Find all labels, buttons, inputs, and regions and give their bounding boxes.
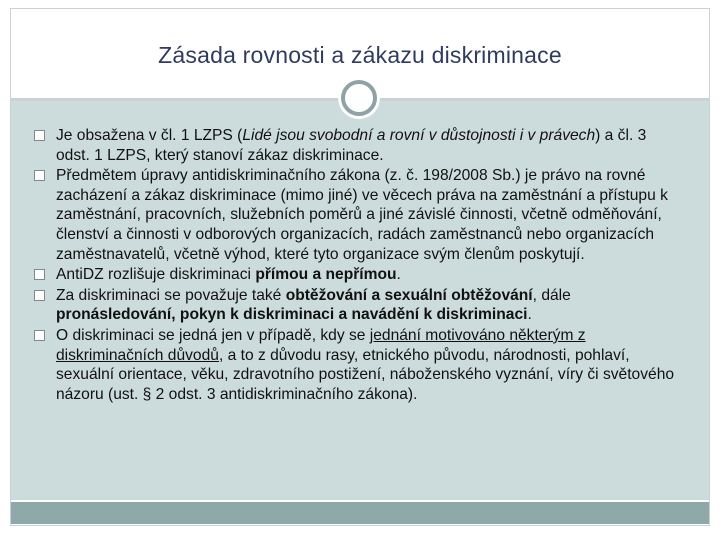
bullet-text: , a to z důvodu rasy, etnického původu, národnosti, pohlaví, sexuální orientace, věku, zdravotního postižení, náboženského vyznání, víry či světového názoru (ust. § 2 odst. 3 antidiskriminačního zákona).: [56, 346, 675, 403]
bullet-text: Je obsažena v čl. 1 LZPS (: [56, 127, 243, 144]
bullet-text-bold: obtěžování a sexuální obtěžování: [285, 286, 533, 304]
bullet-text: AntiDZ rozlišuje diskriminaci: [56, 266, 256, 284]
bullet-text: ) a čl. 3 odst. 1 LZPS, který stanoví zákaz diskriminace.: [56, 127, 647, 164]
bullet-text: .: [527, 306, 532, 324]
slide-title: Zásada rovnosti a zákazu diskriminace: [158, 42, 562, 68]
bullet-item: [34, 265, 684, 285]
bullet-text-italic: Lidé jsou svobodní a rovní v důstojnosti i v právech: [242, 127, 596, 144]
bullet-box-icon: [34, 269, 45, 280]
bullet-item: [34, 286, 684, 325]
bullet-text-bold: pronásledování, pokyn k diskriminaci a navádění k diskriminaci: [56, 306, 528, 324]
bullet-item: [34, 126, 684, 165]
bullet-box-icon: [34, 130, 45, 141]
bullet-box-icon: [34, 170, 45, 181]
bullet-text: , dále: [532, 286, 571, 304]
bullet-text: Předmětem úpravy antidiskriminačního zákona (z. č. 198/2008 Sb.) je právo na rovné zacházení a zákaz diskriminace (mimo jiné) ve věcech práva na zaměstnání a přístupu k zaměstnání, pracovních, služebních poměrů a jiné závislé činnosti, včetně odměňování, členství a činnosti v odborových organizacích, radách zaměstnanců nebo organizacích zaměstnavatelů, včetně výhod, které tyto organizace svým členům poskytují.: [56, 167, 668, 263]
bullet-box-icon: [34, 330, 45, 341]
bullet-box-icon: [34, 290, 45, 301]
bullet-text: .: [396, 266, 401, 284]
bullet-item: [34, 166, 684, 264]
bullet-item: [34, 326, 684, 404]
bullet-text: O diskriminaci se jedná jen v případě, kdy se: [56, 326, 370, 344]
footer-bar: [11, 502, 709, 524]
bullet-list: [34, 126, 684, 405]
bullet-text-bold: přímou a nepřímou: [255, 266, 397, 284]
bullet-text: Za diskriminaci se považuje také: [56, 286, 286, 304]
circle-ornament-icon: [341, 80, 377, 116]
bullet-text-underlined: jednání motivováno některým z diskriminačních důvodů: [56, 326, 586, 364]
